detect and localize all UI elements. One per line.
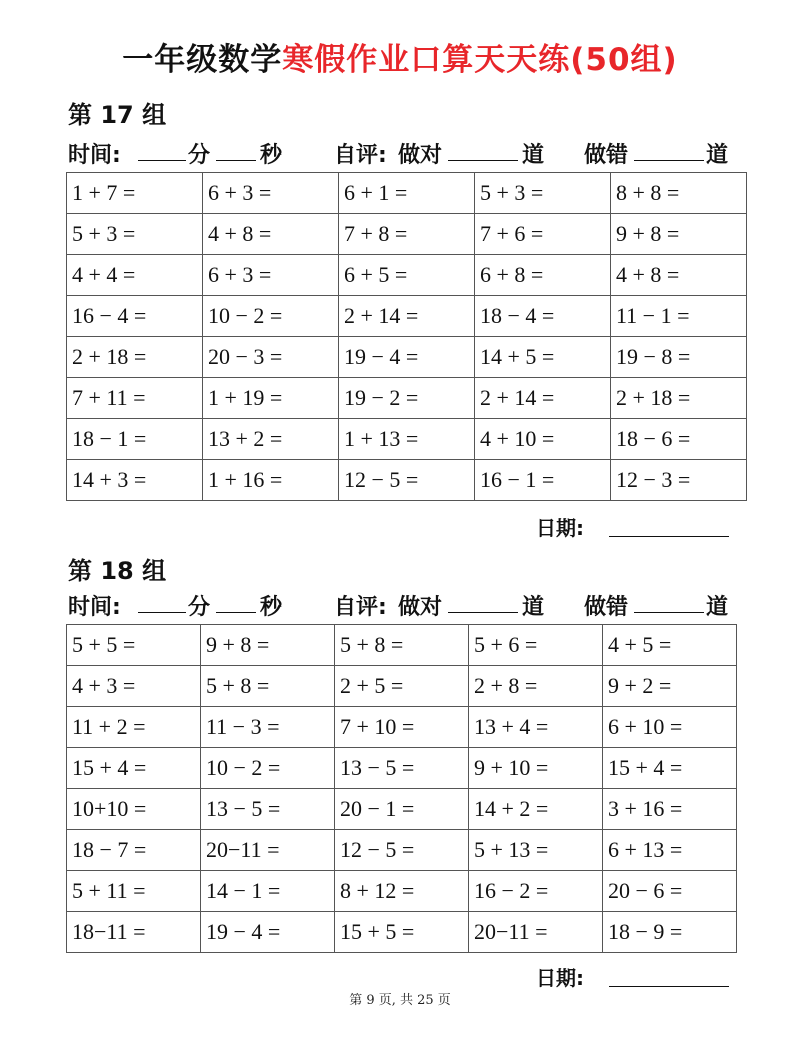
problem-row — [67, 830, 737, 871]
problem-cell[interactable]: 19 − 8 = — [611, 337, 747, 378]
group-17-info-row — [68, 138, 738, 168]
group-17-title: 第 17 组 — [68, 101, 167, 129]
problem-cell[interactable]: 13 + 4 = — [469, 707, 603, 748]
problem-cell[interactable]: 12 − 5 = — [335, 830, 469, 871]
self-eval-label: 自评: — [334, 143, 387, 168]
wrong-unit: 道 — [706, 143, 729, 168]
wrong-unit: 道 — [706, 595, 729, 620]
problem-cell[interactable]: 19 − 4 = — [339, 337, 475, 378]
problem-cell[interactable]: 11 − 3 = — [201, 707, 335, 748]
minute-label: 分 — [188, 143, 211, 168]
problem-cell[interactable]: 5 + 3 = — [475, 173, 611, 214]
problem-cell[interactable]: 3 + 16 = — [603, 789, 737, 830]
problem-cell[interactable]: 8 + 12 = — [335, 871, 469, 912]
problem-cell[interactable]: 9 + 10 = — [469, 748, 603, 789]
problem-row — [67, 871, 737, 912]
problem-cell[interactable]: 9 + 2 = — [603, 666, 737, 707]
problem-cell[interactable]: 7 + 8 = — [339, 214, 475, 255]
problem-row — [67, 337, 747, 378]
wrong-label: 做错 — [584, 143, 629, 168]
problem-row — [67, 296, 747, 337]
problem-cell[interactable]: 4 + 4 = — [67, 255, 203, 296]
problem-cell[interactable]: 20 − 3 = — [203, 337, 339, 378]
time-label: 时间: — [68, 143, 121, 168]
problem-cell[interactable]: 10 − 2 = — [203, 296, 339, 337]
problem-cell[interactable]: 2 + 14 = — [339, 296, 475, 337]
problem-cell[interactable]: 18 − 4 = — [475, 296, 611, 337]
problem-cell[interactable]: 20 − 1 = — [335, 789, 469, 830]
problem-cell[interactable]: 5 + 8 = — [201, 666, 335, 707]
problem-cell[interactable]: 13 − 5 = — [335, 748, 469, 789]
problem-cell[interactable]: 6 + 3 = — [203, 173, 339, 214]
problem-row — [67, 789, 737, 830]
time-label: 时间: — [68, 595, 121, 620]
group-18-title: 第 18 组 — [68, 557, 167, 585]
problem-cell[interactable]: 15 + 4 = — [603, 748, 737, 789]
group-18-problem-table — [66, 624, 737, 953]
problem-cell[interactable]: 7 + 10 = — [335, 707, 469, 748]
problem-cell[interactable]: 13 + 2 = — [203, 419, 339, 460]
page-footer: 第 9 页, 共 25 页 — [349, 993, 451, 1008]
problem-cell[interactable]: 5 + 11 = — [67, 871, 201, 912]
problem-cell[interactable]: 18−11 = — [67, 912, 201, 953]
problem-cell[interactable]: 14 + 3 = — [67, 460, 203, 501]
problem-cell[interactable]: 18 − 9 = — [603, 912, 737, 953]
problem-cell[interactable]: 6 + 1 = — [339, 173, 475, 214]
problem-cell[interactable]: 16 − 2 = — [469, 871, 603, 912]
problem-cell[interactable]: 12 − 5 = — [339, 460, 475, 501]
problem-cell[interactable]: 20−11 = — [201, 830, 335, 871]
problem-cell[interactable]: 19 − 4 = — [201, 912, 335, 953]
group-17-date-blank[interactable] — [609, 512, 729, 537]
problem-cell[interactable]: 9 + 8 = — [611, 214, 747, 255]
problem-cell[interactable]: 11 − 1 = — [611, 296, 747, 337]
problem-cell[interactable]: 5 + 3 = — [67, 214, 203, 255]
problem-cell[interactable]: 5 + 13 = — [469, 830, 603, 871]
problem-row — [67, 707, 737, 748]
problem-cell[interactable]: 20 − 6 = — [603, 871, 737, 912]
problem-cell[interactable]: 14 + 2 = — [469, 789, 603, 830]
problem-cell[interactable]: 8 + 8 = — [611, 173, 747, 214]
problem-cell[interactable]: 12 − 3 = — [611, 460, 747, 501]
problem-row — [67, 666, 737, 707]
problem-cell[interactable]: 11 + 2 = — [67, 707, 201, 748]
problem-cell[interactable]: 2 + 18 = — [67, 337, 203, 378]
second-label: 秒 — [260, 595, 283, 620]
problem-cell[interactable]: 18 − 6 = — [611, 419, 747, 460]
minute-label: 分 — [188, 595, 211, 620]
problem-cell[interactable]: 13 − 5 = — [201, 789, 335, 830]
page-title — [0, 34, 800, 79]
problem-row — [67, 173, 747, 214]
problem-cell[interactable]: 4 + 8 = — [203, 214, 339, 255]
problem-cell[interactable]: 6 + 3 = — [203, 255, 339, 296]
problem-cell[interactable]: 10 − 2 = — [201, 748, 335, 789]
title-red-part: 寒假作业口算天天练(50组) — [282, 42, 678, 78]
problem-cell[interactable]: 14 − 1 = — [201, 871, 335, 912]
problem-cell[interactable]: 5 + 8 = — [335, 625, 469, 666]
problem-cell[interactable]: 4 + 10 = — [475, 419, 611, 460]
group-17-date-label: 日期: — [536, 516, 584, 540]
problem-cell[interactable]: 5 + 5 = — [67, 625, 201, 666]
problem-cell[interactable]: 1 + 13 = — [339, 419, 475, 460]
problem-cell[interactable]: 1 + 16 = — [203, 460, 339, 501]
self-eval-label: 自评: — [334, 595, 387, 620]
problem-cell[interactable]: 7 + 6 = — [475, 214, 611, 255]
problem-row — [67, 378, 747, 419]
problem-cell[interactable]: 15 + 4 = — [67, 748, 201, 789]
problem-cell[interactable]: 20−11 = — [469, 912, 603, 953]
problem-cell[interactable]: 1 + 19 = — [203, 378, 339, 419]
group-17-problem-table — [66, 172, 747, 501]
problem-row — [67, 460, 747, 501]
problem-cell[interactable]: 6 + 5 = — [339, 255, 475, 296]
problem-cell[interactable]: 18 − 7 = — [67, 830, 201, 871]
second-label: 秒 — [260, 143, 283, 168]
problem-cell[interactable]: 6 + 13 = — [603, 830, 737, 871]
problem-cell[interactable]: 10+10 = — [67, 789, 201, 830]
problem-cell[interactable]: 6 + 8 = — [475, 255, 611, 296]
problem-cell[interactable]: 4 + 3 = — [67, 666, 201, 707]
problem-cell[interactable]: 4 + 8 = — [611, 255, 747, 296]
problem-row — [67, 214, 747, 255]
problem-cell[interactable]: 5 + 6 = — [469, 625, 603, 666]
problem-cell[interactable]: 16 − 4 = — [67, 296, 203, 337]
problem-cell[interactable]: 4 + 5 = — [603, 625, 737, 666]
problem-cell[interactable]: 2 + 5 = — [335, 666, 469, 707]
problem-cell[interactable]: 2 + 18 = — [611, 378, 747, 419]
problem-row — [67, 419, 747, 460]
group-18-date-blank[interactable] — [609, 962, 729, 987]
problem-cell[interactable]: 15 + 5 = — [335, 912, 469, 953]
problem-cell[interactable]: 14 + 5 = — [475, 337, 611, 378]
problem-cell[interactable]: 1 + 7 = — [67, 173, 203, 214]
problem-cell[interactable]: 2 + 8 = — [469, 666, 603, 707]
correct-unit: 道 — [522, 143, 545, 168]
correct-label: 做对 — [398, 143, 443, 168]
group-18-info-row — [68, 590, 738, 620]
problem-cell[interactable]: 9 + 8 = — [201, 625, 335, 666]
problem-cell[interactable]: 16 − 1 = — [475, 460, 611, 501]
correct-unit: 道 — [522, 595, 545, 620]
wrong-label: 做错 — [584, 595, 629, 620]
problem-row — [67, 748, 737, 789]
title-black-part: 一年级数学 — [122, 42, 283, 78]
problem-cell[interactable]: 2 + 14 = — [475, 378, 611, 419]
problem-cell[interactable]: 18 − 1 = — [67, 419, 203, 460]
problem-row — [67, 625, 737, 666]
problem-row — [67, 255, 747, 296]
problem-cell[interactable]: 19 − 2 = — [339, 378, 475, 419]
problem-row — [67, 912, 737, 953]
group-18-date-label: 日期: — [536, 966, 584, 990]
correct-label: 做对 — [398, 595, 443, 620]
problem-cell[interactable]: 6 + 10 = — [603, 707, 737, 748]
problem-cell[interactable]: 7 + 11 = — [67, 378, 203, 419]
